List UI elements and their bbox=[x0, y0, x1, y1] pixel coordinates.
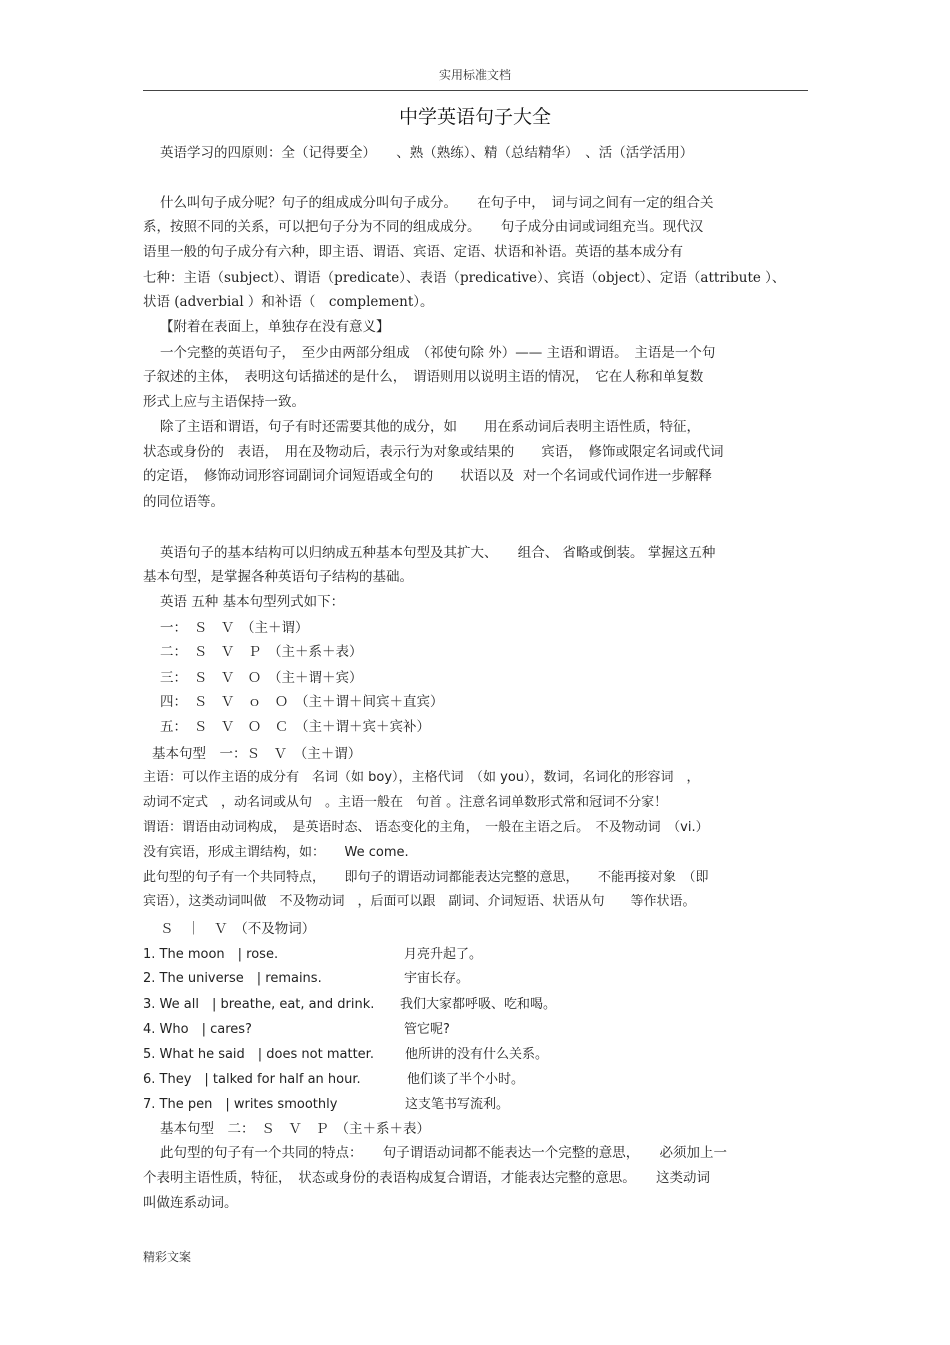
example-translation: 他们谈了半个小时。 bbox=[407, 1072, 525, 1087]
example-sentence: 3. We all | breathe, eat, and drink. bbox=[143, 997, 375, 1012]
paragraph-line: 语里一般的句子成分有六种，即主语、谓语、宾语、定语、状语和补语。英语的基本成分有 bbox=[143, 244, 683, 260]
paragraph-line: 形式上应与主语保持一致。 bbox=[143, 394, 305, 410]
paragraph-line: 状态或身份的 表语， 用在及物动后，表示行为对象或结果的 宾语， 修饰或限定名词或代词 bbox=[143, 444, 724, 460]
pattern-item: 三： Ｓ Ｖ Ｏ （主＋谓＋宾） bbox=[160, 670, 363, 686]
example-translation: 这支笔书写流利。 bbox=[405, 1097, 510, 1112]
pattern-item: 五： Ｓ Ｖ Ｏ Ｃ （主＋谓＋宾＋宾补） bbox=[160, 719, 430, 735]
paragraph-line: 的定语， 修饰动词形容词副词介词短语或全句的 状语以及 对一个名词或代词作进一步解释 bbox=[143, 468, 712, 484]
section-heading: 英语 五种 基本句型列式如下： bbox=[160, 594, 345, 610]
paragraph-line: 宾语），这类动词叫做 不及物动词 ，后面可以跟 副词、介词短语、状语从句 等作状语。 bbox=[143, 894, 696, 909]
paragraph-line: 七种：主语（subject）、谓语（predicate）、表语（predicative）、宾语（object）、定语（attribute ）、 bbox=[143, 270, 786, 286]
example-sentence: 6. They | talked for half an hour. bbox=[143, 1072, 361, 1087]
section-heading: 基本句型 二： Ｓ Ｖ Ｐ （主＋系＋表） bbox=[160, 1121, 430, 1137]
page-footer: 精彩文案 bbox=[143, 1250, 192, 1264]
example-translation: 管它呢? bbox=[404, 1022, 450, 1037]
pattern-item: 二： Ｓ Ｖ Ｐ （主＋系＋表） bbox=[160, 644, 363, 660]
example-sentence: 5. What he said | does not matter. bbox=[143, 1047, 374, 1062]
example-sentence: 1. The moon | rose. bbox=[143, 947, 279, 962]
paragraph-line: 英语句子的基本结构可以归纳成五种基本句型及其扩大、 组合、 省略或倒装。 掌握这五种 bbox=[160, 545, 716, 561]
document-title: 中学英语句子大全 bbox=[398, 106, 551, 128]
paragraph-line: 叫做连系动词。 bbox=[143, 1195, 238, 1211]
paragraph-line: 谓语：谓语由动词构成， 是英语时态、 语态变化的主角， 一般在主语之后。 不及物动词 （vi.） bbox=[143, 820, 709, 835]
paragraph-line: 此句型的句子有一个共同特点， 即句子的谓语动词都能表达完整的意思， 不能再接对象 （即 bbox=[143, 870, 709, 885]
example-translation: 他所讲的没有什么关系。 bbox=[405, 1047, 549, 1062]
page-header: 实用标准文档 bbox=[438, 68, 511, 82]
paragraph-line: 的同位语等。 bbox=[143, 494, 224, 510]
paragraph-line: 什么叫句子成分呢？句子的组成成分叫句子成分。 在句子中， 词与词之间有一定的组合关 bbox=[160, 195, 714, 211]
example-sentence: 2. The universe | remains. bbox=[143, 971, 322, 986]
example-translation: 月亮升起了。 bbox=[404, 947, 483, 962]
paragraph-line: 状语 (adverbial ）和补语（ complement）。 bbox=[143, 294, 434, 310]
paragraph-line: 主语：可以作主语的成分有 名词（如 boy），主格代词 （如 you），数词，名词化的形容词 ， bbox=[143, 770, 700, 785]
example-sentence: 7. The pen | writes smoothly bbox=[143, 1097, 338, 1112]
paragraph-line: 系，按照不同的关系，可以把句子分为不同的组成成分。 句子成分由词或词组充当。现代汉 bbox=[143, 219, 704, 235]
paragraph-line: 除了主语和谓语，句子有时还需要其他的成分，如 用在系动词后表明主语性质，特征， bbox=[160, 419, 700, 435]
pattern-item: 一： Ｓ Ｖ （主＋谓） bbox=[160, 620, 309, 636]
bracket-note: 【附着在表面上，单独存在没有意义】 bbox=[160, 319, 390, 335]
principles-line: 英语学习的四原则：全（记得要全） 、熟（熟练）、精（总结精华） 、活（活学活用） bbox=[160, 145, 694, 161]
example-sentence: 4. Who | cares? bbox=[143, 1022, 252, 1037]
pattern-item: 四： Ｓ Ｖ ｏ Ｏ （主＋谓＋间宾＋直宾） bbox=[160, 694, 444, 710]
paragraph-line: 没有宾语，形成主谓结构，如： We come. bbox=[143, 845, 409, 860]
paragraph-line: 此句型的句子有一个共同的特点： 句子谓语动词都不能表达一个完整的意思， 必须加上一 bbox=[160, 1145, 727, 1161]
paragraph-line: 个表明主语性质，特征， 状态或身份的表语构成复合谓语，才能表达完整的意思。 这类动词 bbox=[143, 1170, 710, 1186]
header-divider bbox=[143, 90, 808, 91]
section-heading: 基本句型 一：Ｓ Ｖ （主＋谓） bbox=[152, 746, 362, 762]
section-heading: Ｓ ｜ Ｖ （不及物词） bbox=[160, 921, 316, 937]
example-translation: 我们大家都呼吸、吃和喝。 bbox=[400, 997, 557, 1012]
paragraph-line: 子叙述的主体， 表明这句话描述的是什么， 谓语则用以说明主语的情况， 它在人称和单复数 bbox=[143, 369, 704, 385]
paragraph-line: 动词不定式 ，动名词或从句 。主语一般在 句首 。注意名词单数形式常和冠词不分家！ bbox=[143, 795, 668, 810]
example-translation: 宇宙长存。 bbox=[404, 971, 470, 986]
paragraph-line: 基本句型，是掌握各种英语句子结构的基础。 bbox=[143, 569, 413, 585]
paragraph-line: 一个完整的英语句子， 至少由两部分组成 （祁使句除 外）—— 主语和谓语。 主语是一个句 bbox=[160, 345, 716, 361]
